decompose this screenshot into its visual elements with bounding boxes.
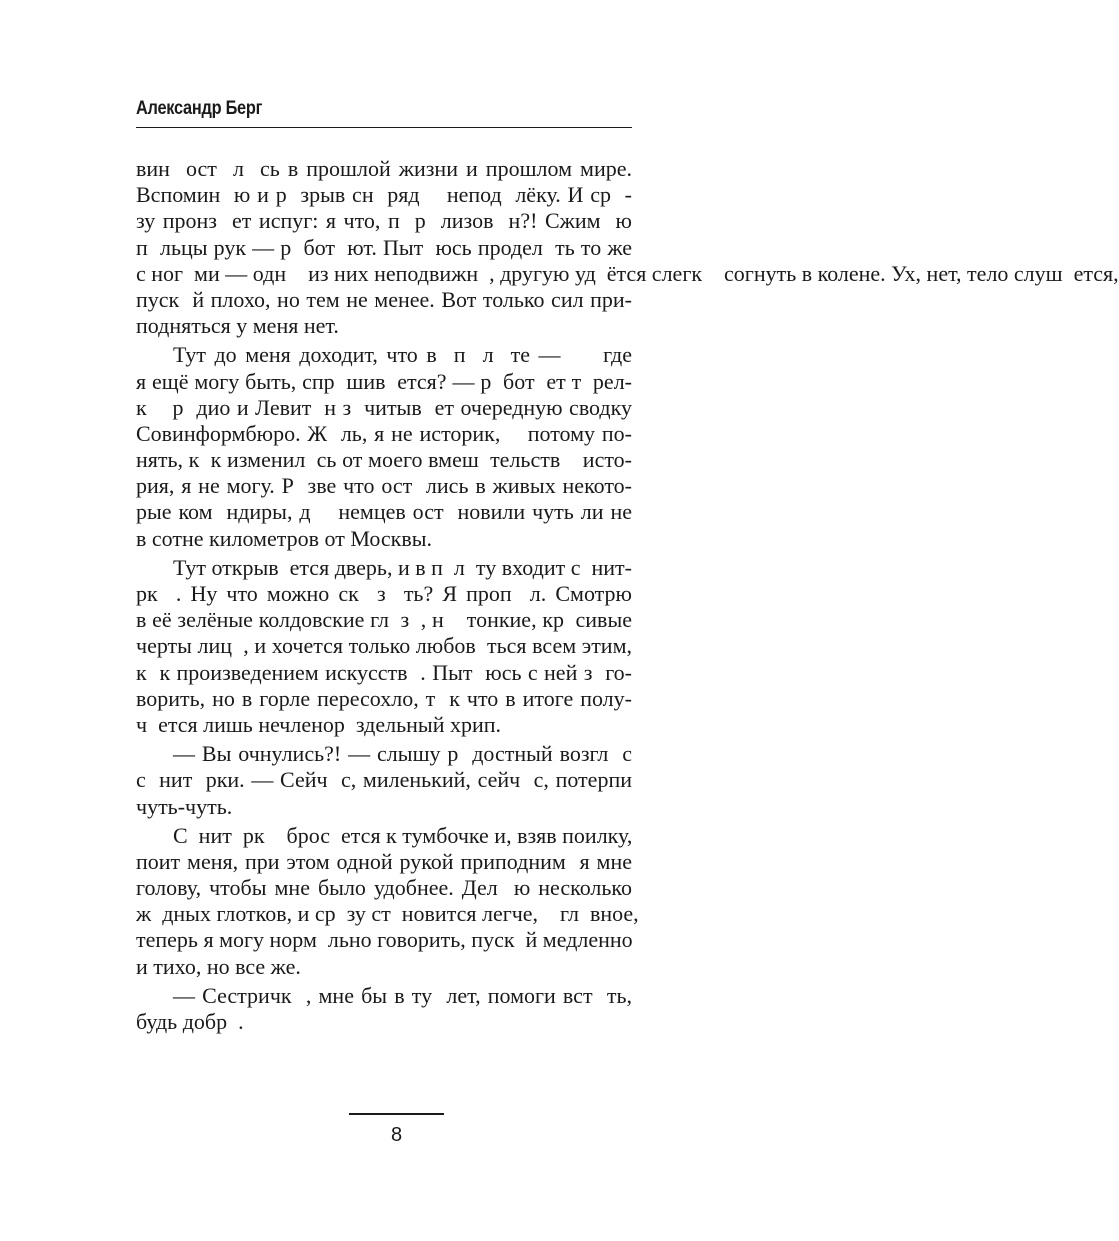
text-line: — Вы очнулись?! — слышу р достный возгл с [173, 741, 632, 767]
text-line: рые ком ндиры, д немцев ост новили чуть ли не [136, 499, 632, 525]
paragraph [136, 555, 632, 738]
paragraph [136, 822, 639, 980]
text-line: и тихо, но все же. [136, 953, 301, 979]
text-line: голову, чтобы мне было удобнее. Дел ю несколько [136, 875, 632, 901]
text-line: Вспомин ю и р зрыв сн ряд непод лёку. И ср - [136, 182, 632, 208]
text-line: С нит рк брос ется к тумбочке и, взяв поилку, [173, 822, 633, 848]
text-line: п льцы рук — р бот ют. Пыт юсь продел ть то же [136, 234, 632, 260]
running-head-author: Александр Берг [136, 98, 263, 119]
text-line: зу пронз ет испуг: я что, п р лизов н?! Сжим ю [136, 208, 632, 234]
text-line: вин ост л сь в прошлой жизни и прошлом мире. [136, 156, 632, 181]
text-line: ч ется лишь нечленор здельный хрип. [136, 711, 502, 737]
text-line: рия, я не могу. Р зве что ост лись в живых некото- [136, 473, 632, 499]
text-line: к к произведением искусств . Пыт юсь с ней з го- [136, 659, 632, 685]
text-line: поит меня, при этом одной рукой приподним я мне [136, 848, 632, 874]
text-line: чуть-чуть. [136, 793, 233, 819]
page-number: 8 [390, 1124, 403, 1146]
text-line: Совинформбюро. Ж ль, я не историк, потому по- [136, 420, 632, 446]
text-line: Тут до меня доходит, что в п л те — где [173, 342, 632, 368]
paragraph [136, 156, 1119, 339]
body-text [136, 156, 1119, 1038]
text-line: в сотне километров от Москвы. [136, 525, 433, 551]
text-line: нять, к к изменил сь от моего вмеш тельств исто- [136, 447, 632, 473]
paragraph [136, 983, 632, 1035]
text-line: теперь я могу норм льно говорить, пуск й медленно [136, 927, 633, 953]
text-line: — Сестричк , мне бы в ту лет, помоги вст ть, [173, 982, 632, 1008]
text-line: в её зелёные колдовские гл з , н тонкие, кр сивые [136, 607, 632, 633]
text-line: с ног ми — одн из них неподвижн , другую уд ётся слегк согнуть в колене. Ух, нет, тело слуш ется, [136, 260, 1119, 286]
text-line: пуск й плохо, но тем не менее. Вот только сил при- [136, 286, 632, 312]
text-line: ворить, но в горле пересохло, т к что в итоге полу- [136, 685, 632, 711]
header-rule [136, 127, 632, 128]
paragraph [136, 741, 632, 820]
text-line: Тут открыв ется дверь, и в п л ту входит с нит- [173, 554, 632, 580]
text-line: подняться у меня нет. [136, 313, 339, 339]
text-line: будь добр . [136, 1009, 244, 1034]
text-line: ж дных глотков, и ср зу ст новится легче, гл вное, [136, 901, 639, 927]
footer-rule [349, 1113, 444, 1115]
text-line: рк . Ну что можно ск з ть? Я проп л. Смотрю [136, 581, 632, 606]
text-line: я ещё могу быть, спр шив ется? — р бот ет т рел- [136, 368, 632, 394]
text-line: к р дио и Левит н з читыв ет очередную сводку [136, 394, 632, 420]
paragraph [136, 342, 632, 552]
text-line: с нит рки. — Сейч с, миленький, сейч с, потерпи [136, 767, 632, 793]
text-line: черты лиц , и хочется только любов ться всем этим, [136, 633, 632, 659]
